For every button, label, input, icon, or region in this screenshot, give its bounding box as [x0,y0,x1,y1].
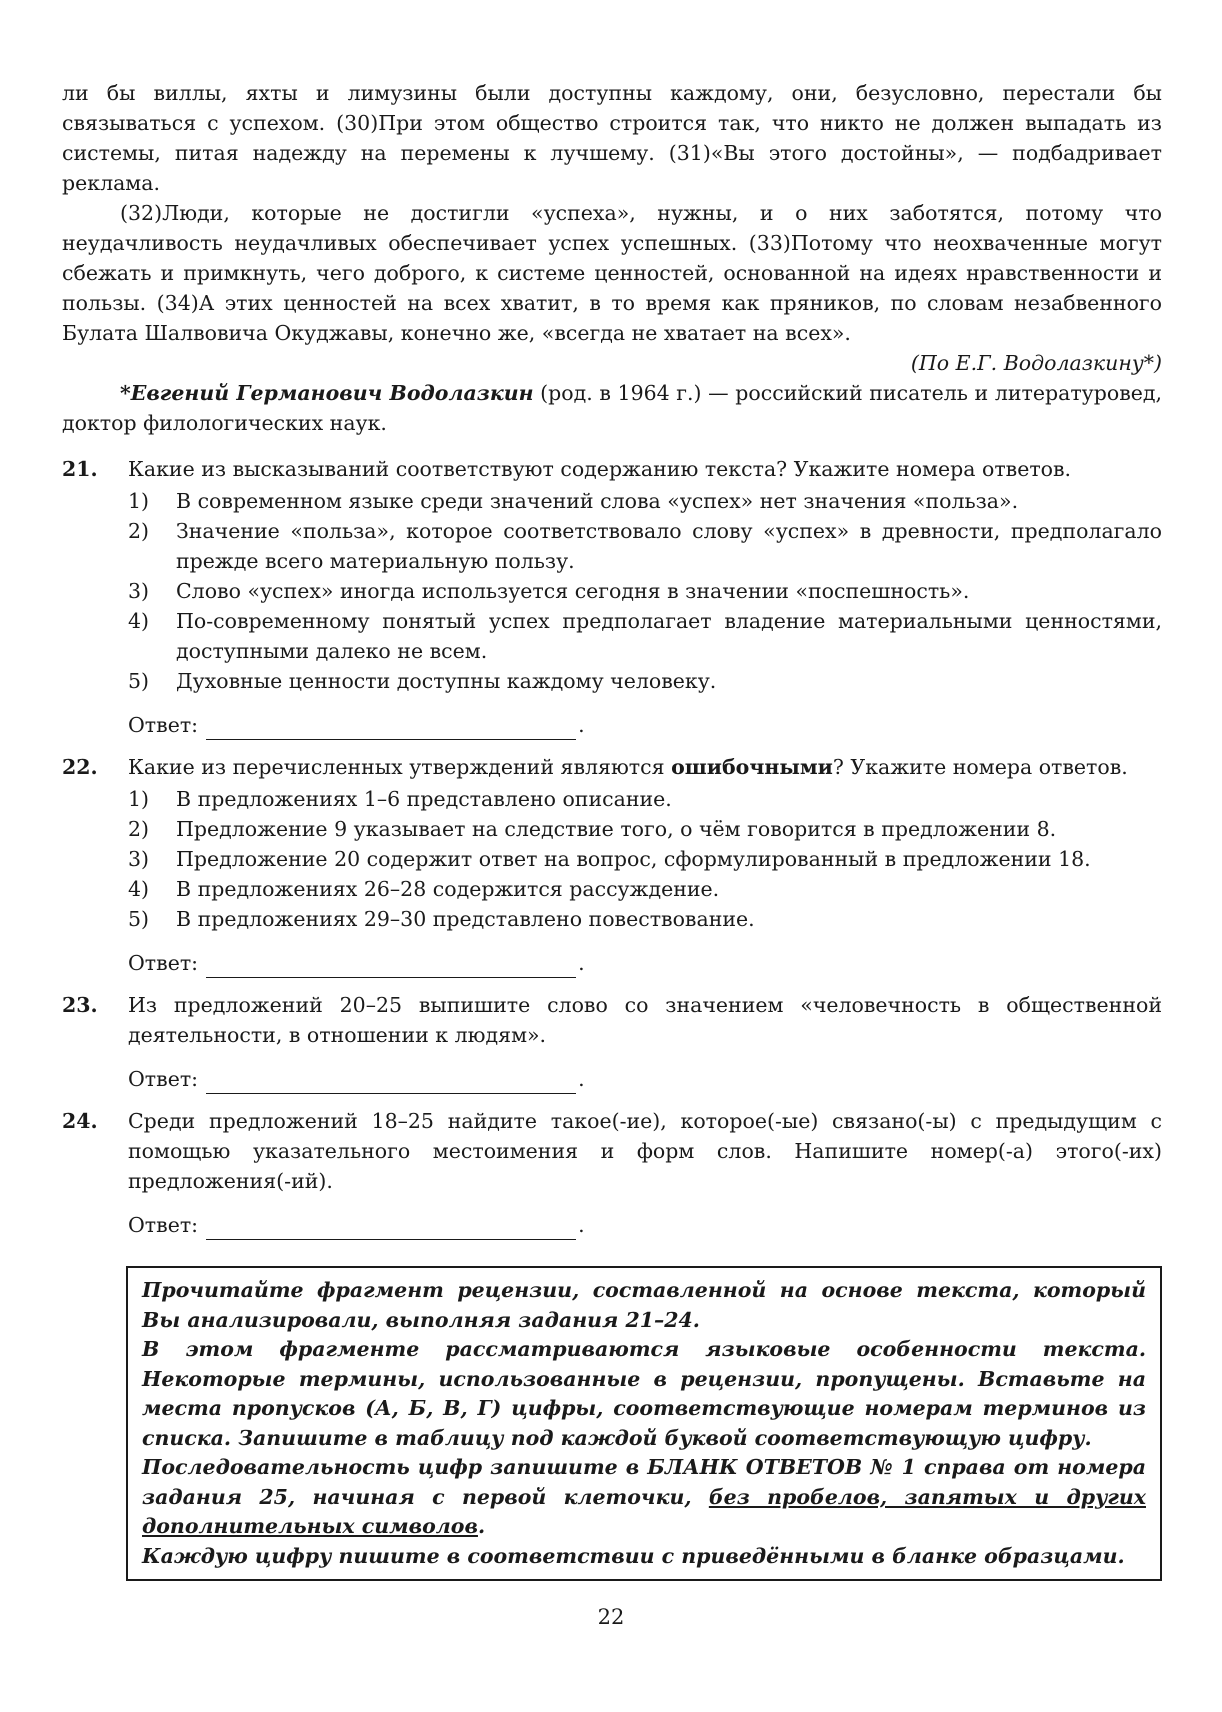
option-text: В предложениях 1–6 представлено описание. [176,787,672,811]
options-list [128,784,1162,934]
question-part: ? Укажите номера ответов. [832,755,1128,779]
option-text: В предложениях 29–30 представлено повествование. [176,907,755,931]
page-number: 22 [597,1605,625,1629]
option-item [128,666,1162,696]
option-item [128,784,1162,814]
answer-dot: . [578,1213,585,1237]
option-number: 5) [128,907,150,931]
option-number: 5) [128,669,150,693]
option-item [128,576,1162,606]
task-question: Из предложений 20–25 выпишите слово со значением «человечность в общественной деятельности, в отношении к людям». [128,993,1162,1047]
author-footnote [62,378,1162,438]
option-item [128,486,1162,516]
instruction-paragraph: Каждую цифру пишите в соответствии с приведёнными в бланке образцами. [142,1543,1125,1568]
answer-label: Ответ: [128,713,199,737]
task-number: 24. [62,1109,98,1133]
text-source: (По Е.Г. Водолазкину*) [910,351,1162,375]
answer-dot: . [578,951,585,975]
option-number: 4) [128,609,150,633]
answer-label: Ответ: [128,951,199,975]
option-text: Духовные ценности доступны каждому человеку. [176,669,717,693]
task-number: 22. [62,755,98,779]
task-21 [62,454,1162,740]
option-number: 1) [128,489,150,513]
option-number: 3) [128,847,150,871]
author-description: (род. в 1964 г.) — российский писатель и литературовед, доктор филологических наук. [62,381,1163,435]
option-number: 2) [128,817,150,841]
options-list [128,486,1162,696]
option-item [128,844,1162,874]
instruction-underlined: без пробелов, запятых и других дополнительных символов [142,1484,1146,1538]
text-paragraph-1: ли бы виллы, яхты и лимузины были доступны каждому, они, безусловно, перестали бы связываться с успехом. (30)При этом общество строится так, что никто не должен выпадать из системы, питая надежду на перемены к лучшему. (31)«Вы этого достойны», — подбадривает реклама. [62,81,1162,195]
option-text: Предложение 9 указывает на следствие того, о чём говорится в предложении 8. [176,817,1057,841]
answer-field[interactable] [206,955,576,978]
page-content [62,78,1162,1581]
task-number: 23. [62,993,98,1017]
author-name: *Евгений Германович Водолазкин [120,381,534,405]
option-number: 4) [128,877,150,901]
option-text: Слово «успех» иногда используется сегодня в значении «поспешность». [176,579,970,603]
instruction-part: . [477,1514,486,1538]
answer-label: Ответ: [128,1067,199,1091]
answer-row [128,948,1162,978]
option-text: Предложение 20 содержит ответ на вопрос, сформулированный в предложении 18. [176,847,1091,871]
task-23 [62,990,1162,1094]
instruction-paragraph: В этом фрагменте рассматриваются языковые особенности текста. Некоторые термины, использованные в рецензии, пропущены. Вставьте на места пропусков (А, Б, В, Г) цифры, соответствующие номерам терминов из списка. Запишите в таблицу под каждой буквой соответствующую цифру. [142,1337,1146,1450]
task-question: Какие из высказываний соответствуют содержанию текста? Укажите номера ответов. [128,457,1072,481]
task-22 [62,752,1162,978]
option-number: 2) [128,519,150,543]
task-question: Среди предложений 18–25 найдите такое(-ие), которое(-ые) связано(-ы) с предыдущим с помощью указательного местоимения и форм слов. Напишите номер(-а) этого(-их) предложения(-ий). [128,1109,1162,1193]
option-item [128,904,1162,934]
answer-dot: . [578,713,585,737]
option-text: По-современному понятый успех предполагает владение материальными ценностями, доступными далеко не всем. [176,609,1162,663]
text-paragraph-2: (32)Люди, которые не достигли «успеха», нужны, и о них заботятся, потому что неудачливость неудачливых обеспечивает успех успешных. (33)Потому что неохваченные могут сбежать и примкнуть, чего доброго, к системе ценностей, основанной на идеях нравственности и пользы. (34)А этих ценностей на всех хватит, в то время как пряников, по словам незабвенного Булата Шалвовича Окуджавы, конечно же, «всегда не хватает на всех». [62,201,1162,345]
option-text: В современном языке среди значений слова «успех» нет значения «польза». [176,489,1019,513]
answer-row [128,1064,1162,1094]
option-item [128,516,1162,576]
option-number: 1) [128,787,150,811]
option-item [128,814,1162,844]
task-number: 21. [62,457,98,481]
question-part: Какие из перечисленных утверждений являются [128,755,672,779]
option-item [128,606,1162,666]
option-text: Значение «польза», которое соответствовало слову «успех» в древности, предполагало прежде всего материальную пользу. [176,519,1162,573]
task-question [128,752,1162,782]
answer-field[interactable] [206,717,576,740]
answer-field[interactable] [206,1071,576,1094]
task-24 [62,1106,1162,1240]
answer-field[interactable] [206,1217,576,1240]
instruction-box [126,1266,1162,1581]
instruction-paragraph [142,1453,1146,1542]
question-emphasis: ошибочными [671,755,833,779]
answer-row [128,1210,1162,1240]
instruction-paragraph: Прочитайте фрагмент рецензии, составленной на основе текста, который Вы анализировали, выполняя задания 21–24. [142,1278,1146,1332]
option-number: 3) [128,579,150,603]
option-text: В предложениях 26–28 содержится рассуждение. [176,877,720,901]
option-item [128,874,1162,904]
answer-dot: . [578,1067,585,1091]
answer-label: Ответ: [128,1213,199,1237]
instruction-part: Последовательность цифр запишите в БЛАНК ОТВЕТОВ № 1 справа от номера задания 25, начиная с первой клеточки, [142,1455,1146,1509]
answer-row [128,710,1162,740]
